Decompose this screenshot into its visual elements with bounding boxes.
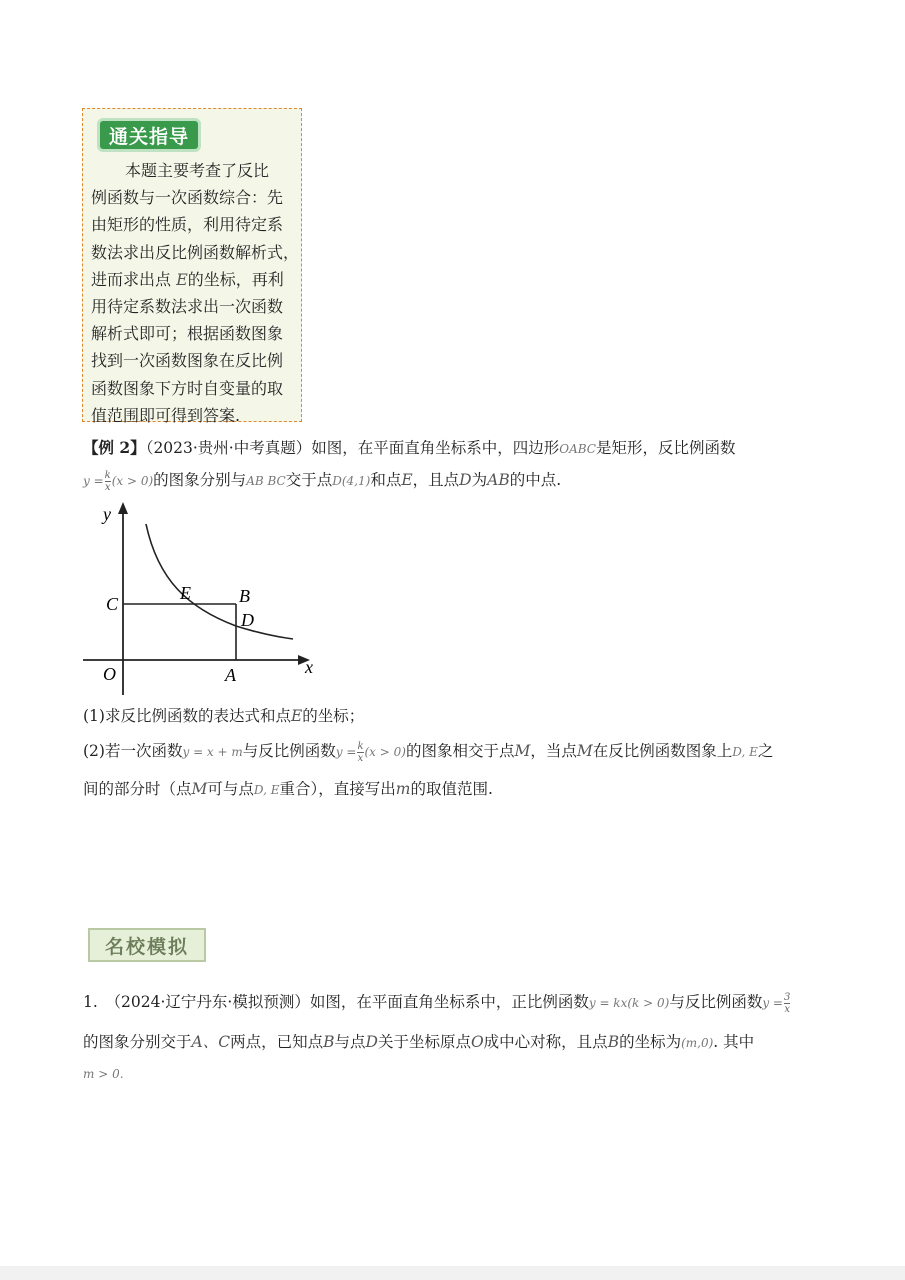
tip-line: 用待定系数法求出一次函数	[91, 297, 284, 317]
tip-line: 数法求出反比例函数解析式，	[91, 242, 300, 262]
page-bottom-bar	[0, 1266, 905, 1280]
tip-badge: 通关指导	[97, 118, 201, 152]
tip-line: 值范围即可得到答案.	[91, 405, 241, 425]
tip-line: 例函数与一次函数综合：先	[91, 188, 284, 208]
label-o: O	[103, 664, 116, 684]
tip-line-with-e: 进而求出点 E的坐标，再利	[91, 269, 284, 289]
school-problem-line1: 1. （2024·辽宁丹东·模拟预测）如图，在平面直角坐标系中，正比例函数y = kx(k > 0)与反比例函数y = $\frac{3}{x}$	[83, 991, 791, 1015]
school-badge: 名校模拟	[88, 928, 206, 962]
coordinate-figure	[78, 500, 318, 700]
tip-box	[82, 108, 302, 425]
tip-line: 找到一次函数图象在反比例	[91, 351, 284, 371]
hyperbola-curve	[146, 524, 293, 639]
example2-line1: 【例 2】（2023·贵州·中考真题）如图，在平面直角坐标系中，四边形OABC是矩形，反比例函数	[83, 438, 736, 457]
question-1: (1)求反比例函数的表达式和点E的坐标；	[83, 707, 365, 725]
question-2-line1: (2)若一次函数y = x + m与反比例函数y = $\frac{k}{x}$ (x > 0)的图象相交于点M，当点M在反比例函数图象上D, E之	[83, 740, 774, 764]
label-e: E	[180, 583, 191, 603]
label-c: C	[106, 594, 119, 614]
label-d: D	[241, 610, 254, 630]
label-b: B	[239, 586, 250, 606]
label-x: x	[305, 657, 313, 677]
tip-line: 由矩形的性质，利用待定系	[91, 215, 284, 235]
school-problem-line3: m > 0.	[83, 1067, 124, 1081]
tip-line: 本题主要考查了反比	[125, 161, 270, 180]
tip-line: 解析式即可；根据函数图象	[91, 324, 284, 344]
example2-line2: y = $\frac{k}{x}$ (x > 0)的图象分别与AB BC交于点D(4,1)和点E，且点D为AB的中点.	[83, 469, 562, 493]
label-y: y	[103, 504, 111, 524]
label-a: A	[225, 665, 236, 685]
y-axis-arrow	[118, 502, 128, 514]
school-problem-line2: 的图象分别交于A、C两点，已知点B与点D关于坐标原点O成中心对称，且点B的坐标为(m,0). 其中	[83, 1033, 755, 1051]
tip-text	[91, 157, 300, 429]
tip-line: 函数图象下方时自变量的取	[91, 378, 284, 398]
question-2-line2: 间的部分时（点M可与点D, E重合），直接写出m的取值范围.	[83, 780, 493, 798]
